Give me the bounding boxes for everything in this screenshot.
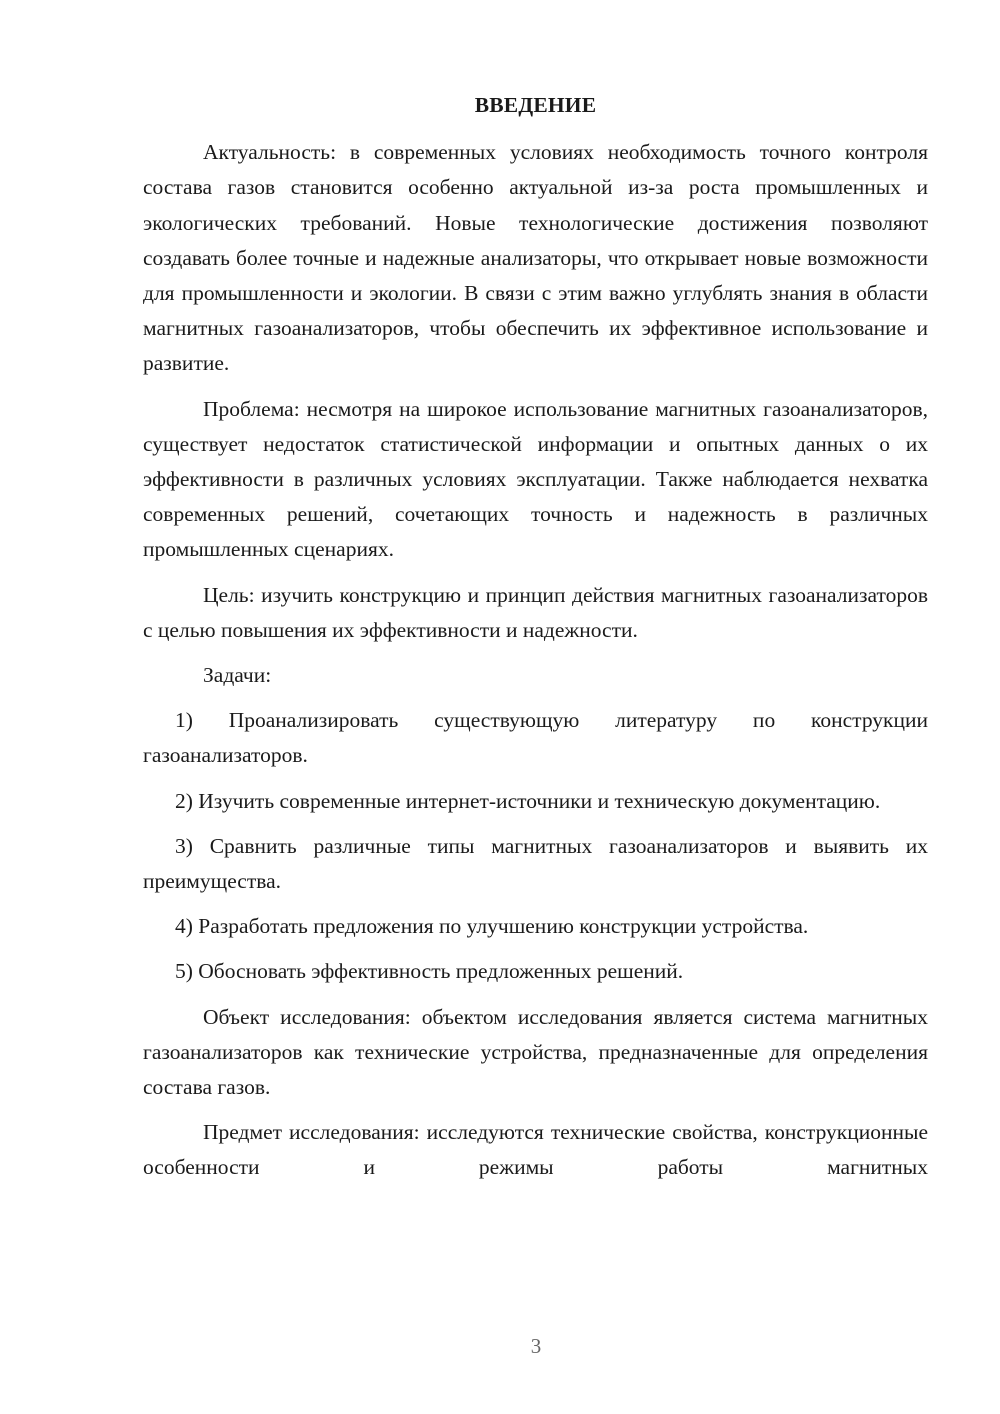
document-page <box>143 88 928 1196</box>
task-item: 1) Проанализировать существующую литературу по конструкции газоанализаторов. <box>143 708 928 768</box>
task-item: 2) Изучить современные интернет-источники и техническую документацию. <box>175 788 881 813</box>
subject-paragraph: Предмет исследования: исследуются технические свойства, конструкционные особенности и режимы работы магнитных <box>143 1120 928 1180</box>
task-item: 4) Разработать предложения по улучшению конструкции устройства. <box>175 914 809 939</box>
problem-paragraph: Проблема: несмотря на широкое использование магнитных газоанализаторов, существует недостаток статистической информации и опытных данных о их эффективности в различных условиях эксплуатации. Также наблюдается нехватка современных решений, сочетающих точность и надежность в различных промышленных сценариях. <box>143 396 928 562</box>
task-item: 3) Сравнить различные типы магнитных газоанализаторов и выявить их преимущества. <box>143 833 928 894</box>
page-number: 3 <box>530 1334 542 1358</box>
task-item: 5) Обосновать эффективность предложенных решений. <box>175 959 684 984</box>
tasks-heading: Задачи: <box>203 663 272 688</box>
object-paragraph: Объект исследования: объектом исследования является система магнитных газоанализаторов как технические устройства, предназначенные для определения состава газов. <box>143 1004 928 1100</box>
section-heading: ВВЕДЕНИЕ <box>474 93 597 117</box>
goal-paragraph: Цель: изучить конструкцию и принцип действия магнитных газоанализаторов с целью повышения их эффективности и надежности. <box>143 582 928 642</box>
relevance-paragraph: Актуальность: в современных условиях необходимость точного контроля состава газов становится особенно актуальной из-за роста промышленных и экологических требований. Новые технологические достижения позволяют создавать более точные и надежные анализаторы, что открывает новые возможности для промышленности и экологии. В связи с этим важно углублять знания в области магнитных газоанализаторов, чтобы обеспечить их эффективное использование и развитие. <box>143 140 928 376</box>
